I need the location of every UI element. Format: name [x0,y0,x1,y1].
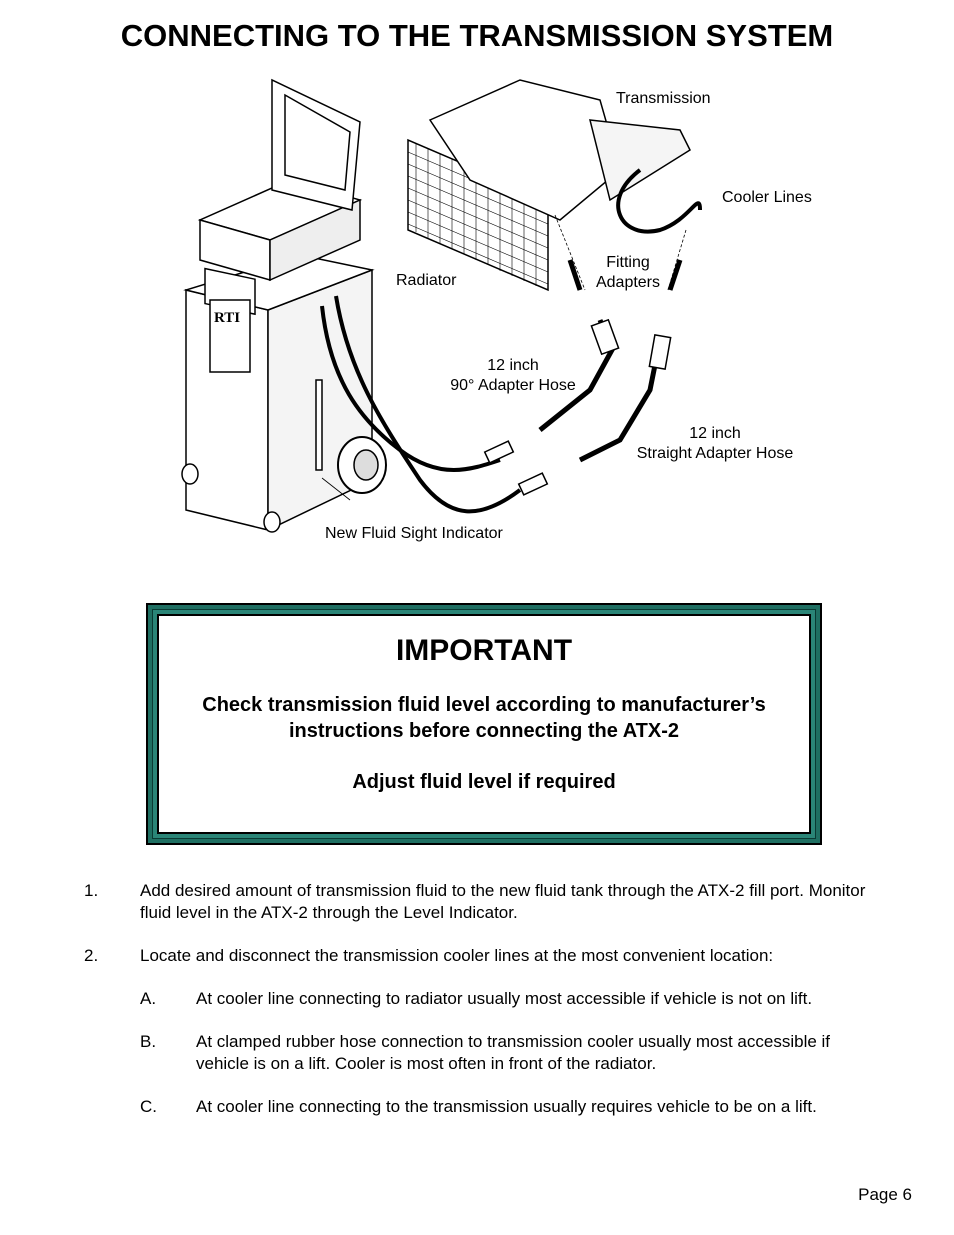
label-fitting: Fitting [606,254,650,271]
label-sight-indicator: New Fluid Sight Indicator [325,525,503,542]
important-line-1: Check transmission fluid level according to manufacturer’s [202,694,766,716]
substep-b-number: B. [140,1032,157,1051]
substep-c-number: C. [140,1097,157,1116]
label-cooler-lines: Cooler Lines [722,189,812,206]
substep-a-line-1: At cooler line connecting to radiator usually most accessible if vehicle is not on lift. [196,989,813,1008]
label-straight-adapter-hose [626,424,804,464]
label-90-adapter-hose [436,356,590,396]
step-2-number: 2. [84,946,99,965]
diagram-illustration [0,60,954,560]
step-1-number: 1. [84,881,99,900]
logo-text: RTI [214,310,241,326]
important-notice [146,603,822,845]
step-1-line-2: fluid level in the ATX-2 through the Level Indicator. [140,903,518,922]
step-2-line-1: Locate and disconnect the transmission cooler lines at the most convenient location: [140,946,774,965]
label-90-hose-length: 12 inch [487,357,539,374]
important-line-3: Adjust fluid level if required [352,771,616,793]
important-border [152,609,816,839]
label-straight-hose-length: 12 inch [689,425,741,442]
label-fitting-adapters [592,253,664,293]
substep-b-line-2: vehicle is on a lift. Cooler is most often in front of the radiator. [196,1054,657,1073]
connection-diagram [0,60,954,560]
label-90-hose-type: 90° Adapter Hose [450,377,576,394]
page-title: CONNECTING TO THE TRANSMISSION SYSTEM [120,18,834,53]
substep-b-line-1: At clamped rubber hose connection to transmission cooler usually most accessible if [196,1032,831,1051]
important-line-2: instructions before connecting the ATX-2 [288,720,680,742]
label-radiator: Radiator [396,272,457,289]
substep-c-line-1: At cooler line connecting to the transmission usually requires vehicle to be on a lift. [196,1097,817,1116]
important-content [157,614,811,834]
label-transmission: Transmission [616,90,711,107]
label-adapters: Adapters [595,274,661,291]
label-straight-hose-type: Straight Adapter Hose [636,445,794,462]
step-1-line-1: Add desired amount of transmission fluid to the new fluid tank through the ATX-2 fill port. Monitor [140,881,866,900]
substep-a-number: A. [140,989,157,1008]
page-number: Page 6 [858,1185,912,1204]
important-heading: IMPORTANT [395,634,573,667]
